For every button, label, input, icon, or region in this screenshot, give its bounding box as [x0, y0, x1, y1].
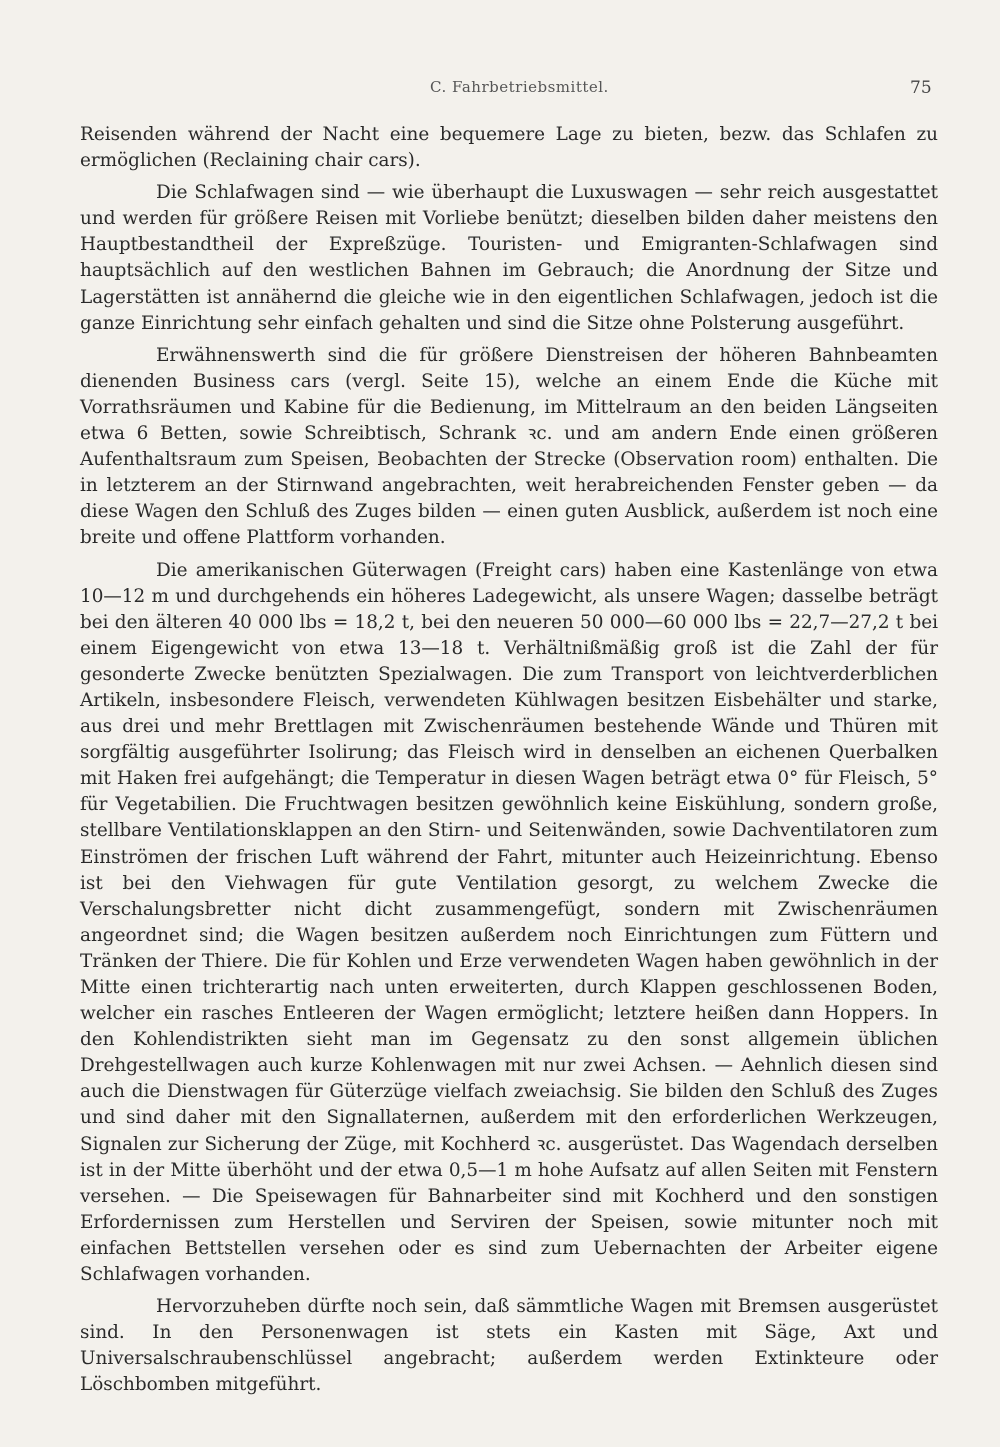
page-number: 75 [910, 78, 932, 98]
body-text [80, 122, 938, 1405]
paragraph-3: Erwähnenswerth sind die für größere Dienstreisen der höheren Bahnbeamten dienenden Business cars (vergl. Seite 15), welche an einem Ende die Küche mit Vorrathsräumen und Kabine für die Bedienung, im Mittelraum an den beiden Längseiten etwa 6 Betten, sowie Schreibtisch, Schrank ꝛc. und am andern Ende einen größeren Aufenthaltsraum zum Speisen, Beobachten der Strecke (Observation room) enthalten. Die in letzterem an der Stirnwand angebrachten, weit herabreichenden Fenster geben — da diese Wagen den Schluß des Zuges bilden — einen guten Ausblick, außerdem ist noch eine breite und offene Plattform vorhanden. [80, 344, 938, 549]
paragraph-1: Reisenden während der Nacht eine bequemere Lage zu bieten, bezw. das Schlafen zu ermöglichen (Reclaining chair cars). [80, 124, 938, 172]
paragraph-5: Hervorzuheben dürfte noch sein, daß sämmtliche Wagen mit Bremsen ausgerüstet sind. In den Personenwagen ist stets ein Kasten mit Säge, Axt und Universalschraubenschlüssel angebracht; außerdem werden Extinkteure oder Löschbomben mitgeführt. [80, 1296, 938, 1396]
paragraph-2: Die Schlafwagen sind — wie überhaupt die Luxuswagen — sehr reich ausgestattet und werden für größere Reisen mit Vorliebe benützt; dieselben bilden daher meistens den Hauptbestandtheil der Expreßzüge. Touristen- und Emigranten-Schlafwagen sind hauptsächlich auf den westlichen Bahnen im Gebrauch; die Anordnung der Sitze und Lagerstätten ist annähernd die gleiche wie in den eigentlichen Schlafwagen, jedoch ist die ganze Einrichtung sehr einfach gehalten und sind die Sitze ohne Polsterung ausgeführt. [80, 182, 938, 334]
running-head [0, 78, 1000, 100]
paragraph-4: Die amerikanischen Güterwagen (Freight cars) haben eine Kastenlänge von etwa 10—12 m und durchgehends ein höheres Ladegewicht, als unsere Wagen; dasselbe beträgt bei den älteren 40 000 lbs = 18,2 t, bei den neueren 50 000—60 000 lbs = 22,7—27,2 t bei einem Eigengewicht von etwa 13—18 t. Verhältnißmäßig groß ist die Zahl der für gesonderte Zwecke benützten Spezialwagen. Die zum Transport von leichtverderblichen Artikeln, insbesondere Fleisch, verwendeten Kühlwagen besitzen Eisbehälter und starke, aus drei und mehr Brettlagen mit Zwischenräumen bestehende Wände und Thüren mit sorgfältig ausgeführter Isolirung; das Fleisch wird in denselben an eichenen Querbalken mit Haken frei aufgehängt; die Temperatur in diesen Wagen beträgt etwa 0° für Fleisch, 5° für Vegetabilien. Die Fruchtwagen besitzen gewöhnlich keine Eiskühlung, sondern große, stellbare Ventilationsklappen an den Stirn- und Seitenwänden, sowie Dachventilatoren zum Einströmen der frischen Luft während der Fahrt, mitunter auch Heizeinrichtung. Ebenso ist bei den Viehwagen für gute Ventilation gesorgt, zu welchem Zwecke die Verschalungsbretter nicht dicht zusammengefügt, sondern mit Zwischenräumen angeordnet sind; die Wagen besitzen außerdem noch Einrichtungen zum Füttern und Tränken der Thiere. Die für Kohlen und Erze verwendeten Wagen haben gewöhnlich in der Mitte einen trichterartig nach unten erweiterten, durch Klappen geschlossenen Boden, welcher ein rasches Entleeren der Wagen ermöglicht; letztere heißen dann Hoppers. In den Kohlendistrikten sieht man im Gegensatz zu den sonst allgemein üblichen Drehgestellwagen auch kurze Kohlenwagen mit nur zwei Achsen. — Aehnlich diesen sind auch die Dienstwagen für Güterzüge vielfach zweiachsig. Sie bilden den Schluß des Zuges und sind daher mit den Signallaternen, außerdem mit den erforderlichen Werkzeugen, Signalen zur Sicherung der Züge, mit Kochherd ꝛc. ausgerüstet. Das Wagendach derselben ist in der Mitte überhöht und der etwa 0,5—1 m hohe Aufsatz auf allen Seiten mit Fenstern versehen. — Die Speisewagen für Bahnarbeiter sind mit Kochherd und den sonstigen Erfordernissen zum Herstellen und Serviren der Speisen, sowie mitunter noch mit einfachen Bettstellen versehen oder es sind zum Uebernachten der Arbeiter eigene Schlafwagen vorhanden. [80, 559, 938, 1286]
chapter-title: C. Fahrbetriebsmittel. [430, 78, 609, 96]
